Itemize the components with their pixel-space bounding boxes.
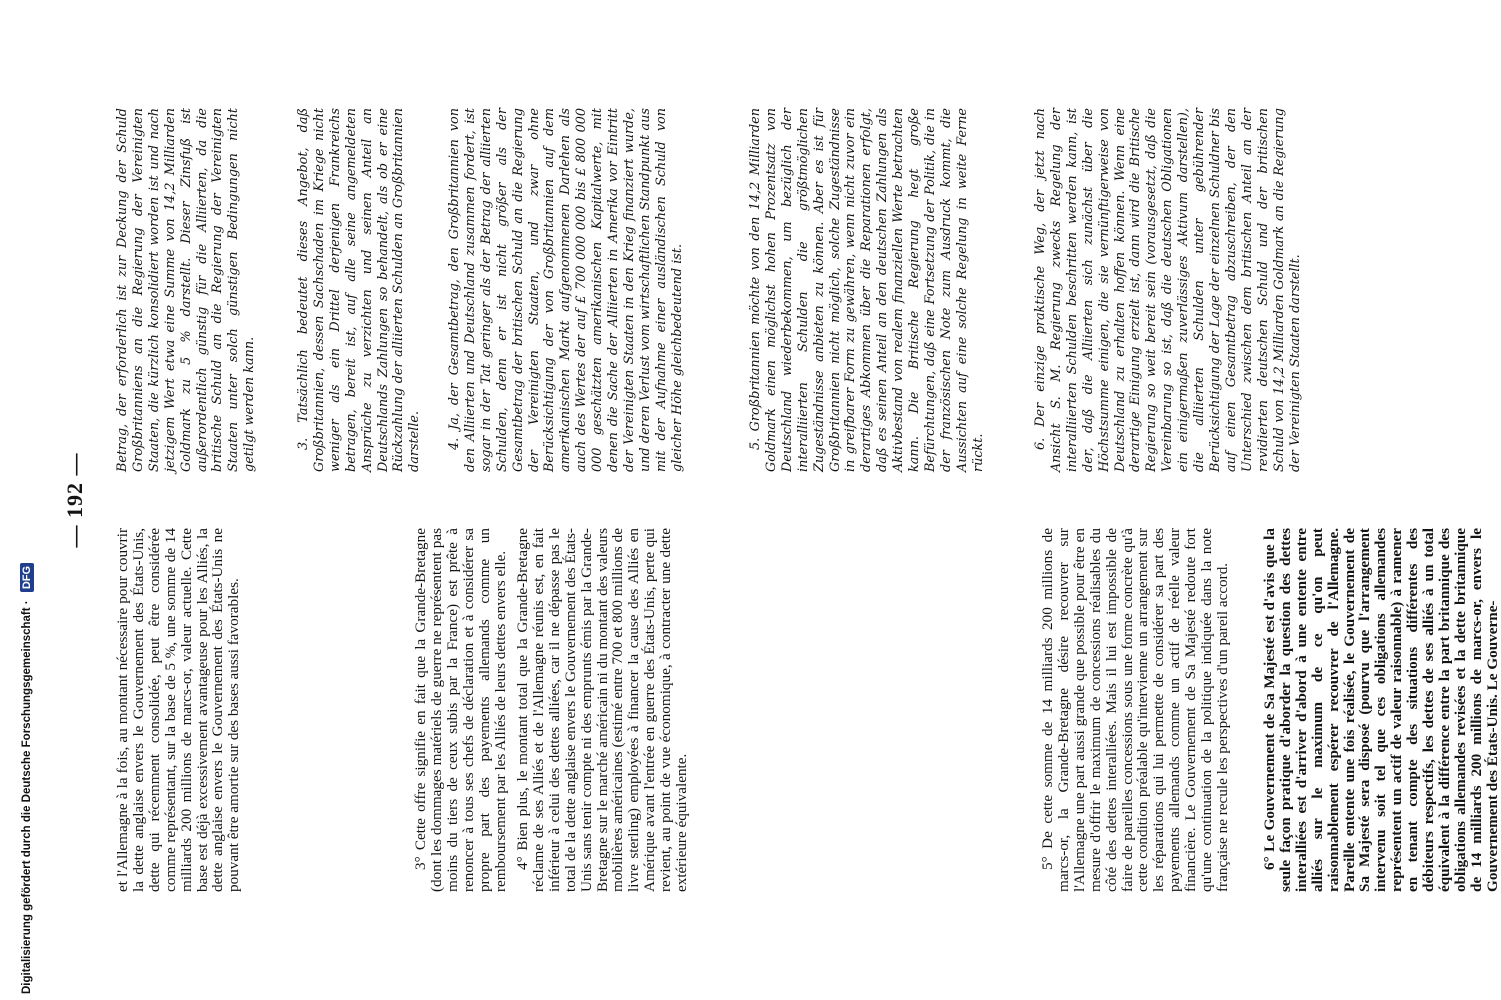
german-text-2: 3. Tatsächlich bedeutet dieses Angebot, daß Großbritannien, dessen Sachschaden im Kriege nicht weniger als ein Drittel derjenigen Frankreichs betragen, bereit ist, auf alle seine angemeldeten Ansprüche zu verzichten und seinen Anteil an Deutschlands Zahlungen so behandelt, als ob er eine Rückzahlung der alliierten Schulden an Großbritannien darstelle. <box>296 108 423 472</box>
german-paragraph-4 <box>748 108 988 472</box>
french-text-1: et l'Allemagne à la fois, au montant nécessaire pour couvrir la dette anglaise envers le Gouvernement des États-Unis, dette qui récemment consolidée, peut être considérée comme représentant, sur la base de 5 %, une somme de 14 milliards 200 millions de marcs-or, valeur actuelle. Cette base est déjà excessivement avantageuse pour les Alliés, la dette anglaise envers le Gouvernement des États-Unis ne pouvant être amortie sur des bases aussi favorables. <box>114 528 243 892</box>
digitization-credit <box>20 14 34 994</box>
page-number: — 192 — <box>62 452 87 548</box>
dfg-logo: DFG <box>20 563 34 592</box>
french-paragraph-4 <box>1040 528 1264 892</box>
french-paragraph-1 <box>115 528 375 892</box>
german-text-5: 6. Der einzige praktische Weg, der jetzt nach Ansicht S. M. Regierung zwecks Regelung der interalliierten Schulden beschritten werden kann, ist der, daß die Alliierten sich zunächst über die Höchstsumme einigen, die sie vernünftigerweise von Deutschland zu erhalten hoffen können. Wenn eine derartige Einigung erzielt ist, dann wird die Britische Regierung so weit bereit sein (vorausgesetzt, daß die Vereinbarung so ist, daß die deutschen Obligationen ein einigermaßen zuverlässiges Aktivum darstellen), die alliierten Schulden unter gebührender Berücksichtigung der Lage der einzelnen Schuldner bis auf einen Gesamtbetrag abzuschreiben, der den Unterschied zwischen dem britischen Anteil an der revidierten deutschen Schuld und der britischen Schuld von 14,2 Milliarden Goldmark an die Regierung der Vereinigten Staaten darstellt. <box>1033 108 1303 472</box>
french-text-5: 6° Le Gouvernement de Sa Majesté est d'avis que la seule façon pratique d'aborder la question des dettes interalliées est d'arriver d'abord à une entente entre alliés sur le maximum de ce qu'on peut raisonnablement espérer recouvrer de l'Allemagne. Pareille entente une fois réalisée, le Gouvernement de Sa Majesté sera disposé (pourvu que l'arrangement intervenu soit tel que ces obligations allemandes représentent un actif de valeur raisonnable) à ramener en tenant compte des situations différentes des débiteurs respectifs, les dettes de ses alliés à un total équivalent à la différence entre la part britannique des obligations allemandes revisées et la dette britannique de 14 milliards 200 millions de marcs-or, envers le Gouvernement des États-Unis. Le Gouverne- <box>1261 528 1501 892</box>
credit-text: Digitalisierung gefördert durch die Deutsche Forschungsgemeinschaft · <box>21 600 33 994</box>
german-text-1: Betrag, der erforderlich ist zur Deckung der Schuld Großbritanniens an die Regierung der Vereinigten Staaten, die kürzlich konsolidiert worden ist und nach jetzigem Wert etwa eine Summe von 14,2 Milliarden Goldmark zu 5 % darstellt. Dieser Zinsfuß ist außerordentlich günstig für die Alliierten, da die britische Schuld an die Regierung der Vereinigten Staaten unter solch günstigen Bedingungen nicht getilgt werden kann. <box>115 108 258 472</box>
french-paragraph-3 <box>515 528 871 892</box>
german-paragraph-3 <box>447 108 685 472</box>
german-paragraph-2 <box>296 108 423 472</box>
german-text-4: 5. Großbritannien möchte von den 14,2 Milliarden Goldmark einen möglichst hohen Prozentsatz von Deutschland wiederbekommen, um bezüglich der interalliierten Schulden die größtmöglichen Zugeständnisse anbieten zu können. Aber es ist für Großbritannien nicht möglich, solche Zugeständnisse in greifbarer Form zu gewähren, wenn nicht zuvor ein derartiges Abkommen über die Reparationen erfolgt, daß es seinen Anteil an den deutschen Zahlungen als Aktivbestand von realem finanziellen Werte betrachten kann. Die Britische Regierung hegt große Befürchtungen, daß eine Fortsetzung der Politik, die in der französischen Note zum Ausdruck kommt, die Aussichten auf eine solche Regelung in weite Ferne rückt. <box>748 108 986 472</box>
german-paragraph-5 <box>1033 108 1303 472</box>
german-text-3: 4. Ja, der Gesamtbetrag, den Großbritannien von den Alliierten und Deutschland zusammen fordert, ist sogar in der Tat geringer als der Betrag der alliierten Schulden, denn er ist nicht größer als der Gesamtbetrag der britischen Schuld an die Regierung der Vereinigten Staaten, und zwar ohne Berücksichtigung der von Großbritannien auf dem amerikanischen Markt aufgenommenen Darlehen als auch des Wertes der auf £ 700 000 000 bis £ 800 000 000 geschätzten amerikanischen Kapitalwerte, mit denen die Sache der Alliierten in Amerika vor Eintritt der Vereinigten Staaten in den Krieg finanziert wurde, und deren Verlust vom wirtschaftlichen Standpunkt aus mit der Aufnahme einer ausländischen Schuld von gleicher Höhe gleichbedeutend ist. <box>447 108 685 472</box>
french-text-2: 3° Cette offre signifie en fait que la Grande-Bretagne (dont les dommages matériels de guerre ne représentent pas moins du tiers de ceux subis par la France) est prête à renoncer à tous ses chefs de déclaration et à considérer sa propre part des payements allemands comme un remboursement par les Alliés de leurs dettes envers elle. <box>412 528 509 892</box>
french-paragraph-5 <box>1261 528 1501 892</box>
french-text-3: 4° Bien plus, le montant total que la Grande-Bretagne réclame de ses Alliés et de l'Allemagne réunis est, en fait inférieur à celui des dettes alliées, car il ne dépasse pas le total de la dette anglaise envers le Gouvernement des États-Unis sans tenir compte ni des emprunts émis par la Grande-Bretagne sur le marché américain ni du montant des valeurs mobilières américaines (estimé entre 700 et 800 millions de livre sterling) employées à financer la cause des Alliés en Amérique avant l'entrée en guerre des États-Unis, perte qui revient, au point de vue économique, à contracter une dette extérieure équivalente. <box>514 528 691 892</box>
french-text-4: 5° De cette somme de 14 milliards 200 millions de marcs-or, la Grande-Bretagne désire recouvrer sur l'Allemagne une part aussi grande que possible pour être en mesure d'offrir le maximum de concessions réalisables du côté des dettes interalliées. Mais il lui est impossible de faire de pareilles concessions sous une forme concrète qu'à cette condition préalable qu'intervienne un arrangement sur les réparations qui lui permette de considérer sa part des payements allemands comme un actif de réelle valeur financière. Le Gouvernement de Sa Majesté redoute fort qu'une continuation de la politique indiquée dans la note française ne recule les perspectives d'un pareil accord. <box>1039 528 1231 892</box>
german-paragraph-1 <box>115 108 295 472</box>
